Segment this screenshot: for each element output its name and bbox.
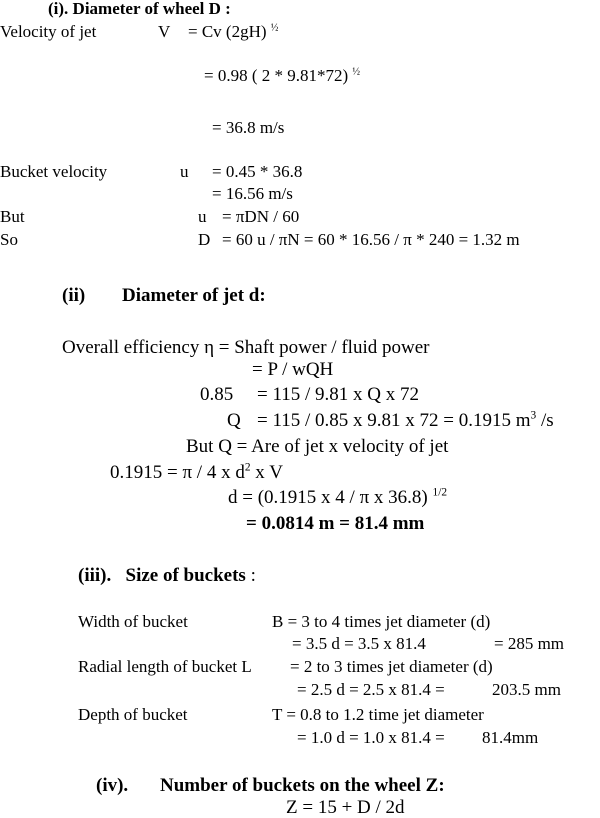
radial-length-eq: = 2 to 3 times jet diameter (d) [290, 657, 493, 676]
bucket-velocity-symbol: u [180, 162, 189, 181]
so-eq: = 60 u / πN = 60 * 16.56 / π * 240 = 1.32 m [222, 230, 520, 249]
depth-of-bucket-calc: = 1.0 d = 1.0 x 81.4 = [297, 728, 445, 747]
q-eq: = 115 / 0.85 x 9.81 x 72 = 0.1915 $m^3$ /s [257, 409, 554, 431]
width-of-bucket-result: = 285 mm [494, 634, 565, 653]
width-of-bucket-calc: = 3.5 d = 3.5 x 81.4 [292, 634, 426, 653]
bucket-velocity-label: Bucket velocity [0, 162, 108, 181]
so-label: So [0, 230, 18, 249]
section-4-heading-number: (iv). [96, 775, 129, 796]
radial-length-calc: = 2.5 d = 2.5 x 81.4 = [297, 680, 445, 699]
jet-velocity-eq1: = Cv (2gH) $^{\frac{1}{2}}$ [188, 22, 279, 41]
depth-of-bucket-label: Depth of bucket [78, 705, 188, 724]
d-eq: d = (0.1915 x 4 / π x 36.8) $^{1/2}$ [228, 486, 448, 508]
jet-velocity-label: Velocity of jet [0, 22, 97, 41]
depth-of-bucket-eq: T = 0.8 to 1.2 time jet diameter [272, 705, 484, 724]
jet-diameter-result: = 0.0814 m = 81.4 mm [246, 513, 425, 534]
bucket-count-eq: Z = 15 + D / 2d [286, 797, 405, 818]
q-symbol: Q [227, 410, 241, 431]
radial-length-label: Radial length of bucket L [78, 657, 252, 676]
but-label: But [0, 207, 25, 226]
but-q-line: But Q = Are of jet x velocity of jet [186, 436, 449, 457]
depth-of-bucket-result: 81.4mm [482, 728, 539, 747]
but-symbol: u [198, 207, 207, 226]
area-eq: 0.1915 = π / 4 x $d^2$ x V [110, 461, 283, 483]
so-symbol: D [198, 230, 211, 249]
section-4-heading-title: Number of buckets on the wheel Z: [160, 775, 445, 796]
jet-velocity-eq3: = 36.8 m/s [212, 118, 285, 137]
width-of-bucket-label: Width of bucket [78, 612, 188, 631]
efficiency-value: 0.85 [200, 384, 234, 405]
but-eq: = πDN / 60 [222, 207, 300, 226]
bucket-velocity-eq1: = 0.45 * 36.8 [212, 162, 303, 181]
jet-velocity-eq2: = 0.98 ( 2 * 9.81*72) $^{\frac{1}{2}}$ [204, 66, 361, 85]
radial-length-result: 203.5 mm [492, 680, 561, 699]
section-3-heading: (iii). Size of buckets : [78, 565, 256, 586]
section-2-heading-title: Diameter of jet d: [122, 285, 266, 306]
section-1-heading: (i). Diameter of wheel D : [48, 0, 231, 18]
section-2-heading-number: (ii) [62, 285, 86, 306]
efficiency-eq: = 115 / 9.81 x Q x 72 [257, 384, 420, 405]
bucket-velocity-eq2: = 16.56 m/s [212, 184, 293, 203]
jet-velocity-symbol: V [158, 22, 171, 41]
pwqh-eq: = P / wQH [252, 359, 334, 380]
overall-efficiency-line: Overall efficiency η = Shaft power / fluid power [62, 337, 430, 358]
width-of-bucket-eq: B = 3 to 4 times jet diameter (d) [272, 612, 491, 631]
